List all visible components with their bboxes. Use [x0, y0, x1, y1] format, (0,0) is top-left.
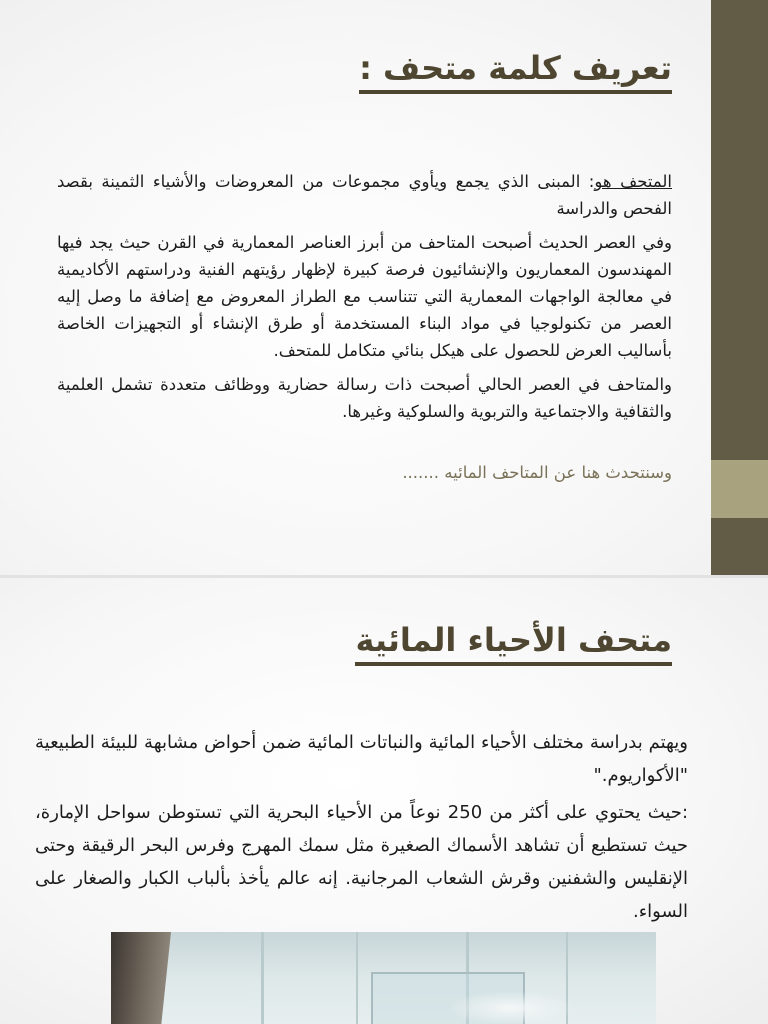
slide-title: متحف الأحياء المائية	[355, 620, 672, 666]
photo-light-glow	[451, 992, 571, 1024]
intro-paragraph: ويهتم بدراسة مختلف الأحياء المائية والنباتات المائية ضمن أحواض مشابهة للبيئة الطبيعية "الأكواريوم."	[35, 732, 688, 786]
photo-window-frame	[261, 932, 264, 1024]
definition-term: المتحف هو	[594, 172, 672, 191]
photo-wall	[111, 932, 171, 1024]
slide-body	[57, 168, 672, 493]
definition-paragraph	[57, 168, 672, 222]
slide-body	[35, 726, 688, 932]
definition-text: : المبنى الذي يجمع ويأوي مجموعات من المعروضات والأشياء الثمينة بقصد الفحص والدراسة	[57, 172, 672, 218]
modern-era-paragraph: وفي العصر الحديث أصبحت المتاحف من أبرز العناصر المعمارية في القرن حيث يجد فيها المهندسون المعماريون والإنشائيون فرصة كبيرة لإظهار رؤيتهم الفنية ودراستهم الأكاديمية في معالجة الواجهات المعمارية التي تتناسب مع الطراز المعروض مع إضافة ما وصل إليه العصر من تكنولوجيا في مواد البناء المستخدمة أو طرق الإنشاء أو التجهيزات الخاصة بأساليب العرض للحصول على هيكل بنائي متكامل للمتحف.	[57, 233, 672, 360]
slide-title: تعريف كلمة متحف :	[359, 48, 672, 94]
photo-window-frame	[356, 932, 358, 1024]
side-decoration-accent	[711, 460, 768, 518]
transition-note: وسنتحدث هنا عن المتاحف المائيه .......	[402, 463, 672, 482]
species-paragraph: :حيث يحتوي على أكثر من 250 نوعاً من الأحياء البحرية التي تستوطن سواحل الإمارة، حيث تستطيع أن تشاهد الأسماك الصغيرة مثل سمك المهرج وفرس البحر الرقيقة وحتى الإنقليس والشفنين وقرش الشعاب المرجانية. إنه عالم يأخذ بألباب الكبار والصغار على السواء.	[35, 802, 689, 922]
slide-aquatic-museum	[0, 578, 768, 1024]
aquarium-photo	[111, 932, 656, 1024]
current-era-paragraph: والمتاحف في العصر الحالي أصبحت ذات رسالة حضارية ووظائف متعددة تشمل العلمية والثقافية والاجتماعية والتربوية والسلوكية وغيرها.	[57, 375, 672, 421]
